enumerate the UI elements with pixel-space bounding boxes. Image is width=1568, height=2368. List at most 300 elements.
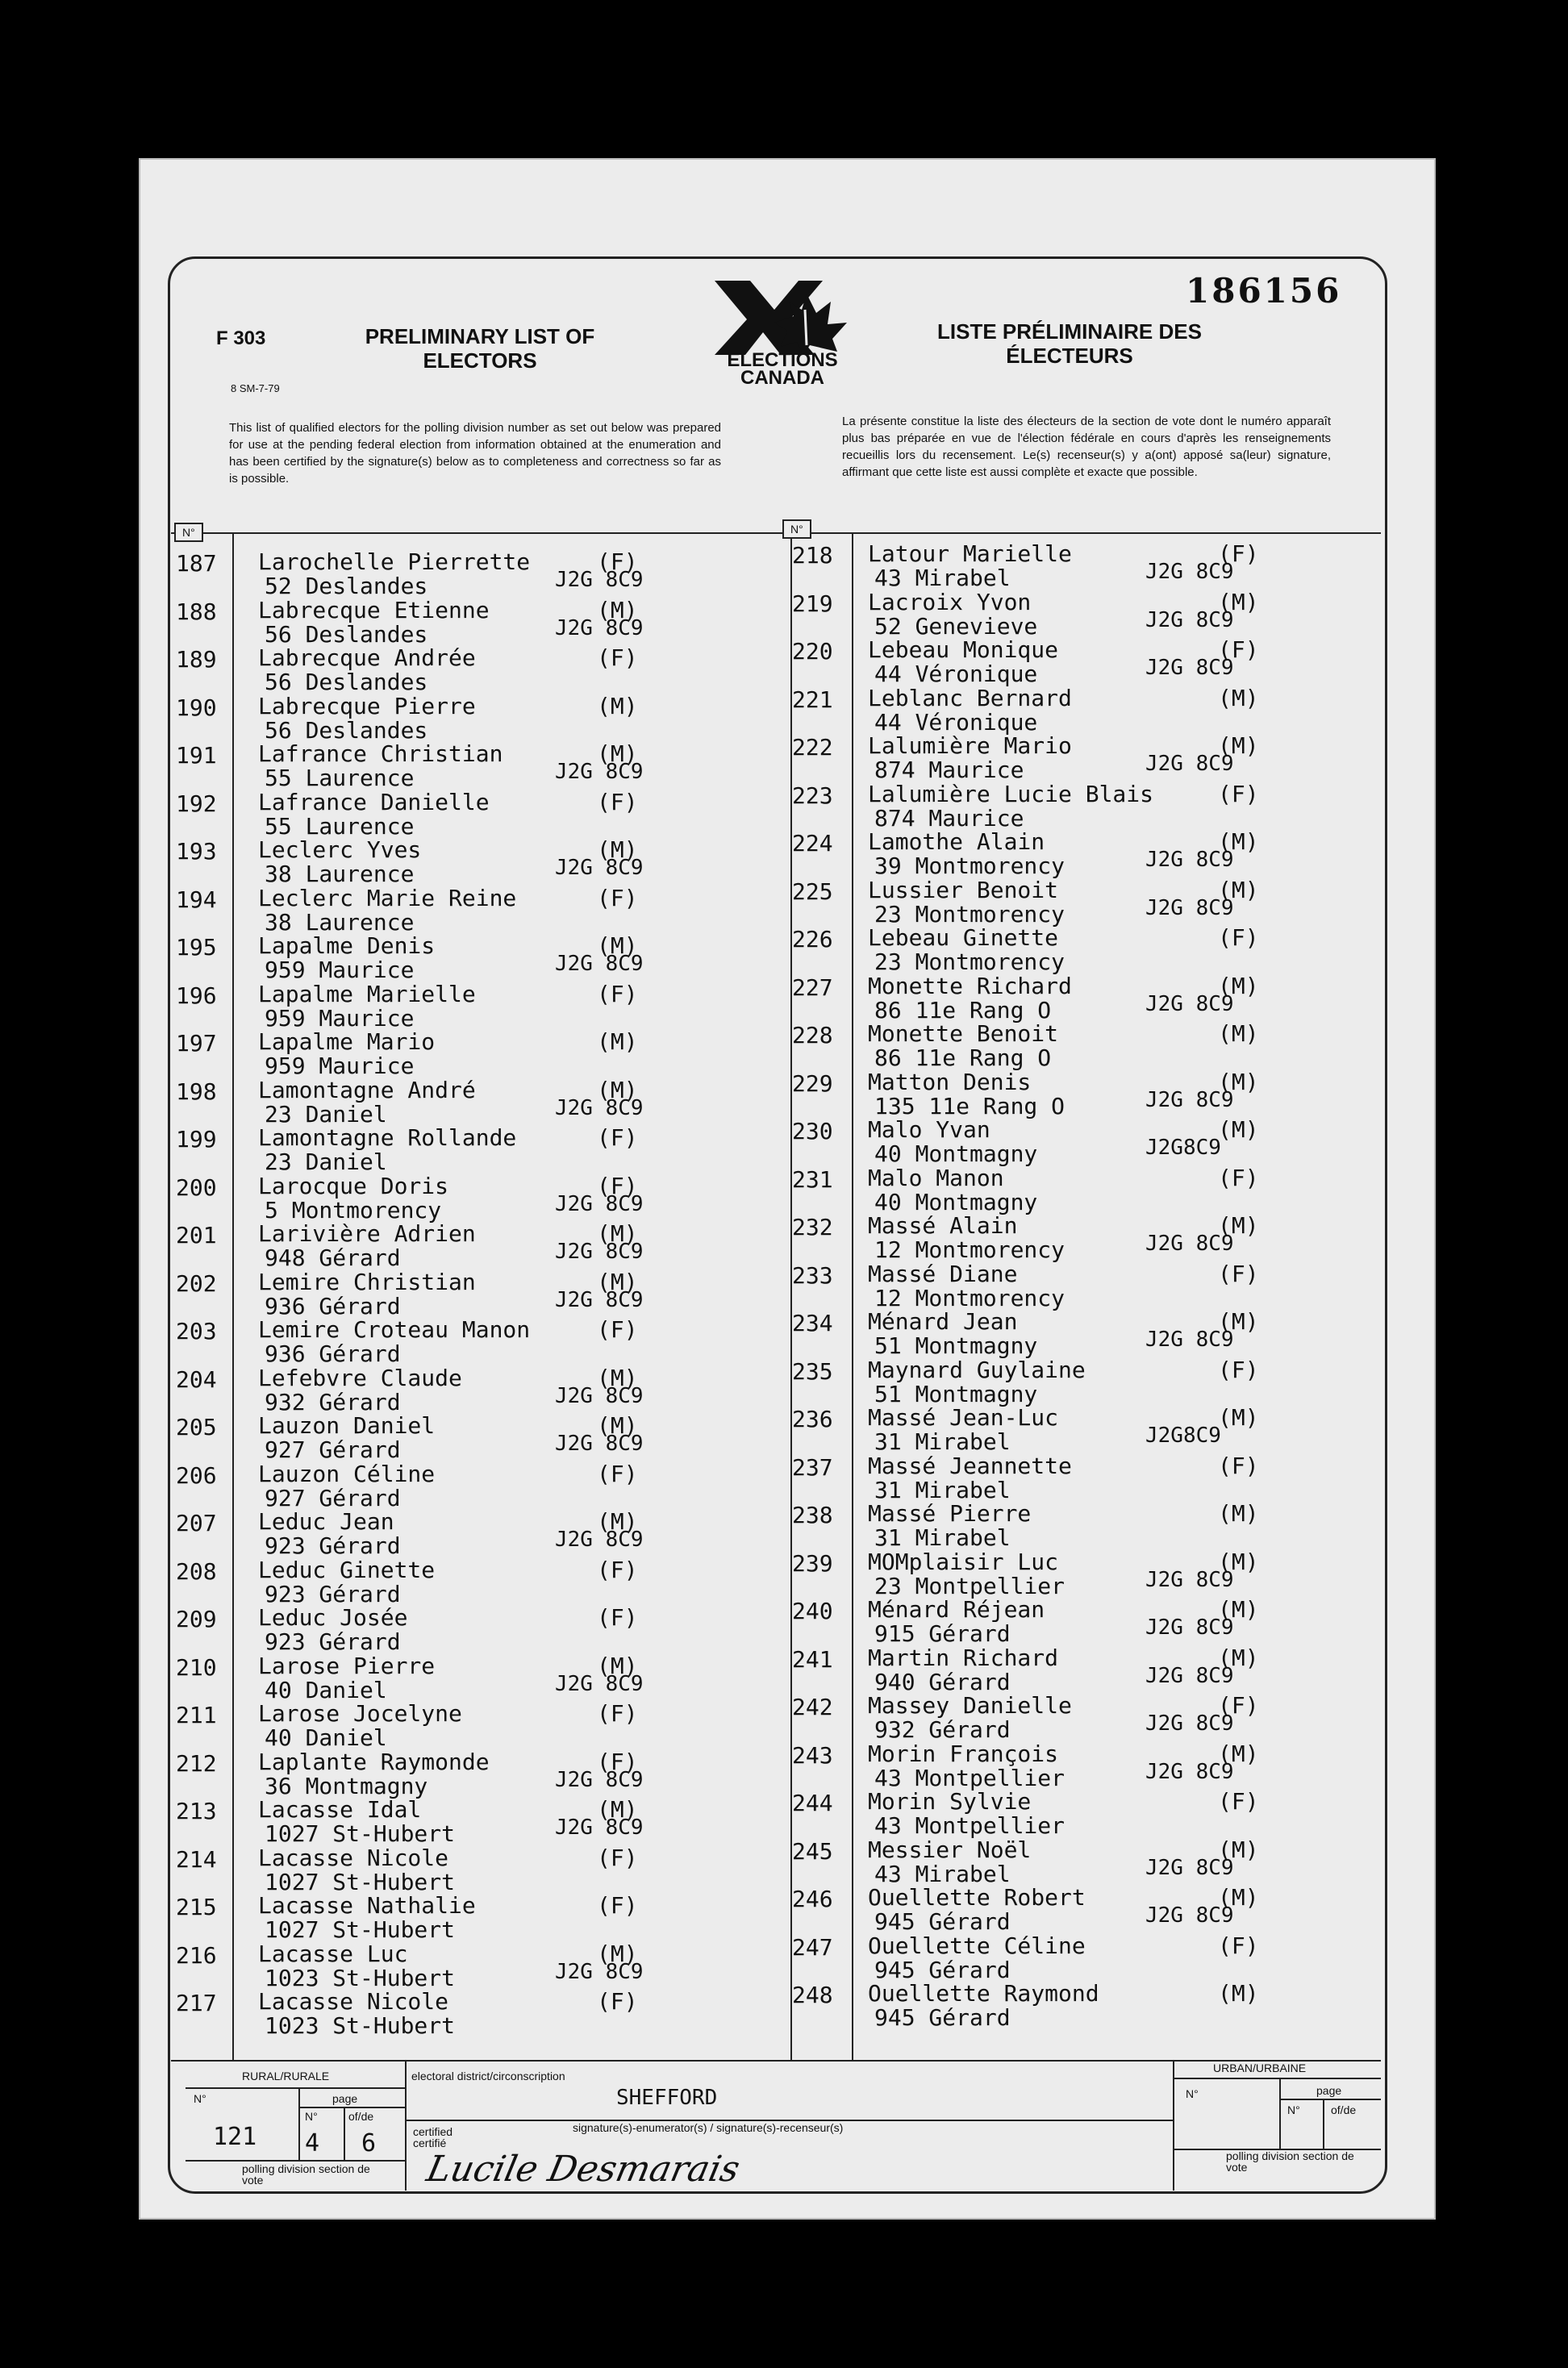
elector-postal-code: J2G 8C9 [1145, 656, 1234, 680]
elector-sex: (M) [597, 1940, 638, 1967]
elector-sex: (M) [1218, 1068, 1259, 1095]
elector-number: 243 [792, 1741, 833, 1769]
center-rule-2 [852, 534, 853, 2060]
elector-name: Lamothe Alain [868, 828, 1045, 855]
elector-number: 225 [792, 878, 833, 905]
elector-number: 206 [176, 1461, 217, 1489]
footer-urban-rule [1174, 2078, 1381, 2079]
elector-sex: (M) [1218, 876, 1259, 903]
elector-name: Ouellette Robert [868, 1884, 1086, 1911]
elector-name: Morin Sylvie [868, 1788, 1032, 1815]
elector-name: Maynard Guylaine [868, 1356, 1086, 1383]
rural-page-label: page [332, 2092, 358, 2105]
elector-address: 86 11e Rang O [874, 996, 1052, 1023]
elector-number: 224 [792, 830, 833, 857]
elector-name: Massey Danielle [868, 1692, 1072, 1719]
elector-name: Lebeau Ginette [868, 924, 1059, 951]
elector-number: 199 [176, 1126, 217, 1153]
elector-address: 959 Maurice [265, 1004, 415, 1032]
footer-rural-rule [186, 2087, 405, 2089]
elector-name: Lafrance Christian [258, 740, 503, 767]
elector-postal-code: J2G8C9 [1145, 1136, 1221, 1160]
elector-number: 215 [176, 1894, 217, 1920]
elector-number: 238 [792, 1502, 833, 1528]
elector-sex: (F) [1218, 636, 1259, 663]
elector-number: 229 [792, 1069, 833, 1097]
elector-sex: (M) [1218, 972, 1259, 999]
elector-address: 959 Maurice [265, 1053, 415, 1079]
elector-name: Leduc Ginette [258, 1556, 436, 1583]
elector-sex: (M) [597, 1508, 638, 1535]
elector-sex: (F) [597, 548, 638, 575]
elector-sex: (F) [597, 1700, 638, 1727]
elector-address: 927 Gérard [265, 1484, 401, 1511]
elector-sex: (M) [597, 1076, 638, 1103]
elector-sex: (M) [597, 1220, 638, 1247]
elector-number: 194 [176, 886, 217, 913]
elector-postal-code: J2G 8C9 [1145, 1615, 1234, 1640]
elector-number: 207 [176, 1510, 217, 1536]
elector-address: 1023 St-Hubert [265, 2012, 456, 2039]
elector-address: 43 Montpellier [874, 1764, 1065, 1791]
elector-sex: (F) [1218, 1164, 1259, 1191]
elector-number: 240 [792, 1598, 833, 1624]
elector-postal-code: J2G 8C9 [1145, 895, 1234, 920]
elector-number: 203 [176, 1318, 217, 1345]
elector-sex: (M) [1218, 1980, 1259, 2007]
elector-address: 1027 St-Hubert [265, 1916, 456, 1943]
elector-number: 218 [792, 542, 833, 569]
elector-name: Leclerc Marie Reine [258, 884, 517, 911]
elector-sex: (F) [597, 980, 638, 1007]
elector-sex: (M) [597, 596, 638, 623]
elector-number: 189 [176, 646, 217, 673]
elector-postal-code: J2G 8C9 [1145, 1903, 1234, 1928]
elector-number: 214 [176, 1845, 217, 1873]
elector-address: 23 Montmorency [874, 948, 1065, 975]
elector-name: Lalumière Lucie Blais [868, 780, 1154, 807]
elector-sex: (F) [597, 644, 638, 671]
table-top-rule [171, 532, 1381, 534]
elector-name: Massé Alain [868, 1212, 1018, 1239]
elector-name: Lacasse Luc [258, 1940, 408, 1967]
elector-address: 44 Véronique [874, 661, 1038, 687]
elector-address: 959 Maurice [265, 957, 415, 983]
elector-postal-code: J2G 8C9 [1145, 560, 1234, 584]
electoral-district: SHEFFORD [616, 2086, 718, 2110]
elector-postal-code: J2G 8C9 [555, 1767, 644, 1792]
elector-number: 242 [792, 1694, 833, 1720]
elector-postal-code: J2G 8C9 [555, 1240, 644, 1264]
elector-name: Malo Manon [868, 1164, 1004, 1191]
elector-sex: (F) [597, 1988, 638, 2015]
elector-sex: (F) [1218, 1692, 1259, 1719]
elector-postal-code: J2G 8C9 [1145, 1663, 1234, 1688]
rural-no-label: N° [194, 2092, 206, 2105]
elector-number: 204 [176, 1365, 217, 1393]
elector-name: Larocque Doris [258, 1172, 449, 1199]
rural-page-no-label: N° [305, 2110, 318, 2123]
elector-address: 923 Gérard [265, 1532, 401, 1559]
elector-sex: (M) [597, 932, 638, 959]
elector-number: 222 [792, 734, 833, 761]
title-fr: LISTE PRÉLIMINAIRE DES ÉLECTEURS [937, 319, 1202, 368]
elector-address: 12 Montmorency [874, 1236, 1065, 1263]
elector-address: 135 11e Rang O [874, 1092, 1065, 1119]
elector-postal-code: J2G 8C9 [555, 1432, 644, 1456]
serial-number: 186156 [1186, 271, 1342, 311]
elector-number: 197 [176, 1030, 217, 1057]
enumerator-signature: Lucile Desmarais [423, 2149, 744, 2190]
elector-postal-code: J2G 8C9 [555, 1095, 644, 1120]
elector-name: Labrecque Pierre [258, 692, 476, 719]
elector-sex: (M) [597, 1412, 638, 1439]
elector-name: Massé Diane [868, 1260, 1018, 1287]
elector-number: 193 [176, 838, 217, 865]
elector-address: 932 Gérard [874, 1716, 1011, 1743]
elector-sex: (M) [1218, 1644, 1259, 1671]
elector-name: Lussier Benoit [868, 876, 1059, 903]
footer-no-divider [298, 2087, 300, 2160]
elector-name: Lacasse Idal [258, 1796, 422, 1823]
elector-name: Messier Noël [868, 1836, 1032, 1863]
elector-number: 239 [792, 1549, 833, 1577]
elector-address: 927 Gérard [265, 1436, 401, 1463]
elector-name: Ménard Réjean [868, 1596, 1045, 1623]
elector-number: 210 [176, 1653, 217, 1681]
elector-sex: (M) [597, 692, 638, 719]
polling-division-label-left: polling division section de vote [242, 2162, 370, 2187]
elector-address: 43 Mirabel [874, 565, 1011, 591]
elector-postal-code: J2G 8C9 [555, 1671, 644, 1696]
elector-postal-code: J2G 8C9 [555, 1816, 644, 1840]
elector-address: 1023 St-Hubert [265, 1964, 456, 1991]
elector-number: 233 [792, 1261, 833, 1289]
elector-sex: (F) [1218, 1260, 1259, 1287]
elector-number: 216 [176, 1941, 217, 1969]
elector-name: Labrecque Etienne [258, 596, 490, 623]
elector-sex: (F) [1218, 1932, 1259, 1959]
elector-sex: (M) [597, 1028, 638, 1055]
elector-name: Lalumière Mario [868, 732, 1072, 759]
elector-address: 23 Montmorency [874, 900, 1065, 928]
elector-address: 1027 St-Hubert [265, 1868, 456, 1895]
polling-division-number: 121 [213, 2123, 257, 2151]
elector-name: Labrecque Andrée [258, 644, 476, 671]
elector-postal-code: J2G 8C9 [555, 615, 644, 640]
polling-division-label-right: polling division section de vote [1226, 2149, 1354, 2174]
elector-address: 12 Montmorency [874, 1284, 1065, 1311]
col-header-right: N° [782, 519, 811, 539]
elector-name: Lauzon Daniel [258, 1412, 436, 1439]
elector-sex: (M) [1218, 1212, 1259, 1239]
elector-address: 932 Gérard [265, 1388, 401, 1415]
elector-sex: (M) [1218, 1308, 1259, 1335]
elector-number: 248 [792, 1982, 833, 2008]
elector-address: 52 Deslandes [265, 573, 428, 599]
elector-sex: (F) [597, 788, 638, 815]
elector-number: 208 [176, 1557, 217, 1585]
elector-address: 43 Mirabel [874, 1860, 1011, 1887]
elector-sex: (M) [1218, 1500, 1259, 1527]
elector-sex: (M) [1218, 828, 1259, 855]
elector-name: Lacroix Yvon [868, 588, 1032, 615]
elector-sex: (F) [597, 1172, 638, 1199]
elector-postal-code: J2G8C9 [1145, 1424, 1221, 1448]
elector-address: 43 Montpellier [874, 1812, 1065, 1839]
form-number: F 303 [216, 327, 266, 349]
elector-sex: (M) [1218, 1404, 1259, 1431]
elector-postal-code: J2G 8C9 [555, 568, 644, 592]
elector-name: Massé Jeannette [868, 1452, 1072, 1479]
elector-name: Lamontagne Rollande [258, 1124, 517, 1151]
elector-postal-code: J2G 8C9 [555, 952, 644, 976]
elector-sex: (M) [1218, 1548, 1259, 1575]
elector-name: Lafrance Danielle [258, 788, 490, 815]
page-of-number: 6 [361, 2129, 377, 2157]
elector-address: 40 Daniel [265, 1724, 387, 1751]
elector-sex: (M) [1218, 684, 1259, 711]
elector-address: 51 Montmagny [874, 1380, 1038, 1407]
elector-number: 227 [792, 973, 833, 1001]
elector-name: Malo Yvan [868, 1116, 990, 1143]
elector-number: 230 [792, 1118, 833, 1144]
elector-sex: (F) [1218, 1788, 1259, 1815]
rural-of-label: of/de [348, 2110, 374, 2123]
elector-number: 195 [176, 934, 217, 961]
elector-sex: (M) [597, 836, 638, 863]
elector-address: 23 Montpellier [874, 1572, 1065, 1599]
elector-address: 23 Daniel [265, 1100, 387, 1128]
elector-sex: (M) [597, 1364, 638, 1391]
elector-postal-code: J2G 8C9 [1145, 1328, 1234, 1352]
elector-address: 55 Laurence [265, 812, 415, 840]
elector-number: 209 [176, 1606, 217, 1632]
elector-address: 936 Gérard [265, 1340, 401, 1367]
elector-name: Lebeau Monique [868, 636, 1059, 663]
elector-address: 874 Maurice [874, 757, 1024, 783]
elector-sex: (F) [1218, 540, 1259, 567]
elector-name: Latour Marielle [868, 540, 1072, 567]
urban-page-label: page [1316, 2084, 1342, 2097]
elector-sex: (F) [1218, 1452, 1259, 1479]
elector-name: Martin Richard [868, 1644, 1059, 1671]
elector-number: 191 [176, 742, 217, 769]
elector-address: 56 Deslandes [265, 620, 428, 648]
elector-name: Leduc Josée [258, 1604, 408, 1631]
elector-address: 940 Gérard [874, 1668, 1011, 1695]
title-en: PRELIMINARY LIST OF ELECTORS [365, 324, 595, 373]
intro-fr: La présente constitue la liste des électeurs de la section de vote dont le numéro apparaît plus bas préparée en vue de l'élection fédérale en cours d'après les renseignements recueillis lors du recensement. Le(s) recenseur(s) y a(ont) apposé sa(leur) signature, affirmant que cette liste est aussi complète et exacte que possible. [842, 415, 1331, 479]
elector-number: 231 [792, 1165, 833, 1193]
elector-number: 213 [176, 1798, 217, 1824]
elector-name: Ouellette Céline [868, 1932, 1086, 1959]
elector-number: 202 [176, 1269, 217, 1297]
footer-rural-divider [405, 2060, 407, 2191]
elector-sex: (F) [1218, 780, 1259, 807]
elector-address: 23 Daniel [265, 1149, 387, 1175]
elector-sex: (F) [1218, 924, 1259, 951]
elector-sex: (M) [597, 1796, 638, 1823]
elector-address: 31 Mirabel [874, 1428, 1011, 1455]
left-number-rule [232, 534, 234, 2060]
elector-address: 923 Gérard [265, 1580, 401, 1607]
elector-number: 192 [176, 790, 217, 817]
elector-address: 40 Daniel [265, 1676, 387, 1703]
elector-number: 247 [792, 1933, 833, 1961]
elector-address: 38 Laurence [265, 861, 415, 887]
elector-postal-code: J2G 8C9 [1145, 1567, 1234, 1592]
elector-address: 936 Gérard [265, 1292, 401, 1319]
elector-sex: (M) [1218, 1116, 1259, 1143]
elector-number: 235 [792, 1357, 833, 1385]
elector-name: Massé Pierre [868, 1500, 1032, 1527]
elector-address: 1027 St-Hubert [265, 1820, 456, 1847]
elector-number: 237 [792, 1453, 833, 1481]
page-number: 4 [305, 2129, 320, 2157]
elector-sex: (M) [1218, 1740, 1259, 1767]
elector-name: Lapalme Marielle [258, 980, 476, 1007]
elector-number: 246 [792, 1886, 833, 1912]
elector-name: Larivière Adrien [258, 1220, 476, 1247]
elector-postal-code: J2G 8C9 [1145, 607, 1234, 632]
elector-address: 948 Gérard [265, 1244, 401, 1271]
elector-number: 228 [792, 1022, 833, 1049]
elector-name: Ouellette Raymond [868, 1980, 1099, 2007]
elector-sex: (F) [597, 1460, 638, 1487]
elector-address: 40 Montmagny [874, 1188, 1038, 1215]
elector-address: 915 Gérard [874, 1620, 1011, 1647]
elector-address: 44 Véronique [874, 708, 1038, 736]
elector-address: 51 Montmagny [874, 1332, 1038, 1359]
elector-sex: (F) [1218, 1356, 1259, 1383]
footer-urban-no-divider [1279, 2078, 1281, 2150]
elector-name: Lapalme Mario [258, 1028, 436, 1055]
elector-name: Lacasse Nicole [258, 1844, 449, 1871]
elector-number: 200 [176, 1174, 217, 1201]
elector-postal-code: J2G 8C9 [1145, 752, 1234, 776]
elector-postal-code: J2G 8C9 [555, 1191, 644, 1216]
elector-name: Lemire Christian [258, 1268, 476, 1295]
elector-number: 188 [176, 598, 217, 625]
footer-page-rule [300, 2107, 405, 2108]
elector-address: 55 Laurence [265, 765, 415, 791]
elector-name: Monette Richard [868, 972, 1072, 999]
elector-name: Larose Jocelyne [258, 1700, 462, 1727]
elector-number: 201 [176, 1222, 217, 1249]
elector-name: Larochelle Pierrette [258, 548, 531, 575]
elector-address: 38 Laurence [265, 908, 415, 936]
footer-urban-page-rule [1281, 2099, 1381, 2100]
elector-postal-code: J2G 8C9 [1145, 991, 1234, 1016]
footer-urban-of-divider [1323, 2099, 1324, 2150]
elector-sex: (M) [1218, 1836, 1259, 1863]
urban-label: URBAN/URBAINE [1213, 2062, 1307, 2074]
urban-page-no-label: N° [1287, 2103, 1300, 2116]
form-code: 8 SM-7-79 [231, 382, 280, 394]
elector-number: 220 [792, 638, 833, 665]
elector-postal-code: J2G 8C9 [1145, 1711, 1234, 1736]
elector-postal-code: J2G 8C9 [1145, 1087, 1234, 1112]
elector-number: 196 [176, 982, 217, 1009]
elector-number: 241 [792, 1645, 833, 1673]
footer-polling-rule [186, 2160, 405, 2162]
elector-address: 31 Mirabel [874, 1476, 1011, 1503]
elector-sex: (F) [597, 1892, 638, 1919]
elector-name: Matton Denis [868, 1068, 1032, 1095]
elector-number: 211 [176, 1702, 217, 1728]
elector-name: Leduc Jean [258, 1508, 394, 1535]
elector-sex: (M) [597, 740, 638, 767]
elector-postal-code: J2G 8C9 [555, 1287, 644, 1312]
elector-address: 5 Montmorency [265, 1196, 442, 1224]
elector-postal-code: J2G 8C9 [555, 1383, 644, 1408]
elector-sex: (M) [597, 1268, 638, 1295]
footer-rule [171, 2060, 1381, 2062]
elector-sex: (F) [597, 1316, 638, 1343]
elector-number: 198 [176, 1078, 217, 1105]
elector-name: Massé Jean-Luc [868, 1404, 1059, 1431]
signature-label: signature(s)-enumerator(s) / signature(s)-recenseur(s) [573, 2121, 844, 2134]
elector-name: MOMplaisir Luc [868, 1548, 1059, 1575]
elector-name: Morin François [868, 1740, 1059, 1767]
elector-name: Leclerc Yves [258, 836, 422, 863]
elector-sex: (M) [597, 1652, 638, 1679]
elector-name: Laplante Raymonde [258, 1748, 490, 1775]
elector-sex: (F) [597, 1748, 638, 1775]
elector-address: 39 Montmorency [874, 853, 1065, 879]
elector-number: 226 [792, 926, 833, 953]
elector-address: 945 Gérard [874, 1908, 1011, 1935]
elector-address: 36 Montmagny [265, 1772, 428, 1799]
elector-name: Monette Benoit [868, 1020, 1059, 1047]
elector-address: 40 Montmagny [874, 1140, 1038, 1167]
certified-label: certified certifié [413, 2125, 453, 2149]
intro-en: This list of qualified electors for the polling division number as set out below was prepared for use at the pending federal election from information obtained at the enumeration and has been certified by the signature(s) below as to completeness and correctness so far as is possible. [229, 421, 721, 486]
elector-postal-code: J2G 8C9 [555, 856, 644, 880]
rural-label: RURAL/RURALE [242, 2070, 330, 2082]
elector-sex: (F) [597, 1556, 638, 1583]
elector-sex: (F) [597, 1124, 638, 1151]
footer-of-divider [344, 2107, 345, 2160]
elector-number: 236 [792, 1406, 833, 1432]
elector-address: 31 Mirabel [874, 1524, 1011, 1551]
elector-number: 187 [176, 550, 217, 577]
elector-name: Lamontagne André [258, 1076, 476, 1103]
elector-address: 945 Gérard [874, 1956, 1011, 1983]
elector-name: Lauzon Céline [258, 1460, 436, 1487]
elector-name: Lefebvre Claude [258, 1364, 462, 1391]
district-label: electoral district/circonscription [411, 2070, 565, 2082]
elector-postal-code: J2G 8C9 [555, 1528, 644, 1552]
elector-number: 217 [176, 1990, 217, 2016]
elector-number: 223 [792, 782, 833, 809]
elector-number: 232 [792, 1214, 833, 1240]
elector-sex: (F) [597, 1604, 638, 1631]
elector-postal-code: J2G 8C9 [1145, 1759, 1234, 1784]
elector-address: 874 Maurice [874, 804, 1024, 832]
elector-postal-code: J2G 8C9 [1145, 1855, 1234, 1880]
elector-address: 923 Gérard [265, 1628, 401, 1655]
elector-number: 245 [792, 1837, 833, 1865]
urban-of-label: of/de [1331, 2103, 1357, 2116]
elector-name: Leblanc Bernard [868, 684, 1072, 711]
elector-number: 219 [792, 590, 833, 617]
elector-number: 212 [176, 1749, 217, 1777]
elector-name: Lacasse Nathalie [258, 1892, 476, 1919]
elector-postal-code: J2G 8C9 [1145, 848, 1234, 872]
elector-number: 221 [792, 686, 833, 713]
